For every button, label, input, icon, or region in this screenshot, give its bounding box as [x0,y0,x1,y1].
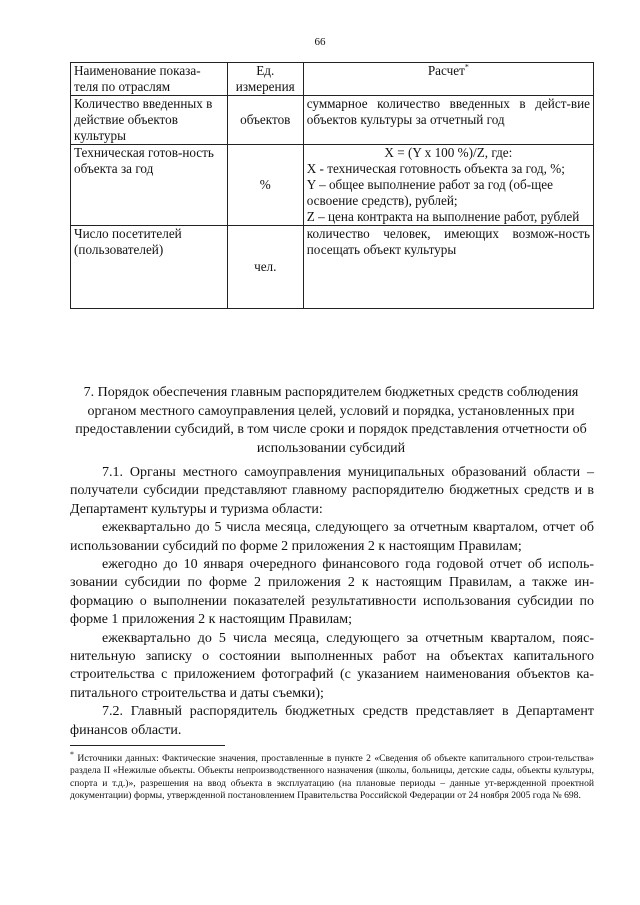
indicators-table [70,62,594,309]
footnote-mark: * [70,749,74,759]
paragraph: ежегодно до 10 января очередного финансового года годовой отчет об исполь-зовании субсидии по форме 2 приложения 2 к настоящим Правилам, а также ин-формацию о выполнении показателей результативности использования субсидии по форме 1 приложения 2 к настоящим Правилам; [70,557,594,628]
row-calculation: суммарное количество введенных в дейст-вие объектов культуры за отчетный год [303,96,593,145]
row-unit: % [227,145,303,226]
table-row [71,226,594,309]
page-number: 66 [314,36,326,48]
footnote-mark: * [464,62,469,72]
header-indicator-name: Наименование показа-теля по отраслям [71,63,228,96]
table-row [71,96,594,145]
section-body [70,464,594,740]
row-calculation: X = (Y x 100 %)/Z, где: X - техническая готовность объекта за год, %; Y – общее выполнение работ за год (об-щее освоение средств), рублей; Z – цена контракта на выполнение работ, рублей [303,145,593,226]
footnote-divider [70,745,225,746]
footnote [70,749,594,803]
row-calculation: количество человек, имеющих возмож-ность посещать объект культуры [303,226,593,309]
paragraph: ежеквартально до 5 числа месяца, следующего за отчетным кварталом, отчет об использовании субсидий по форме 2 приложения 2 к настоящим Правилам; [70,520,594,554]
footnote-text: Источники данных: Фактические значения, проставленные в пункте 2 «Сведения об объекте капитального строи-тельства» раздела II «Нежилые объекты. Объекты непроизводственного назначения (школы, больницы, детские сады, объекты культуры, спорта и т.д.)», разрешения на ввод объекта в эксплуатацию (на плановые периоды – данные ут-вержденной проектной документации) формы, утвержденной постановлением Правительства Российской Федерации от 24 ноября 2005 года № 698. [70,753,594,802]
header-unit: Ед. измерения [227,63,303,96]
row-indicator-name: Число посетителей (пользователей) [71,226,228,309]
row-unit: объектов [227,96,303,145]
paragraph: ежеквартально до 5 числа месяца, следующего за отчетным кварталом, пояс-нительную записку о состоянии выполненных работ на объектах капитального строительства с приложением фотографий (с указанием наименования объектов ка-питального строительства и даты съемки); [70,630,594,701]
paragraph: 7.2. Главный распорядитель бюджетных средств представляет в Департамент финансов области. [70,704,594,738]
paragraph: 7.1. Органы местного самоуправления муниципальных образований области – получатели субсидии представляют главному распорядителю бюджетных средств и в Департамент культуры и туризма области: [70,465,594,517]
formula: X = (Y x 100 %)/Z, где: [384,145,513,160]
table-row [71,145,594,226]
table-header-row [71,63,594,96]
header-calculation: Расчет* [303,63,593,96]
row-indicator-name: Количество введенных в действие объектов культуры [71,96,228,145]
row-indicator-name: Техническая готов-ность объекта за год [71,145,228,226]
section-title: 7. Порядок обеспечения главным распорядителем бюджетных средств соблюдения органом местного самоуправления целей, условий и порядка, установленных при предоставлении субсидий, в том числе сроки и порядок представления отчетности об использовании субсидий [75,385,587,456]
row-unit: чел. [227,226,303,309]
